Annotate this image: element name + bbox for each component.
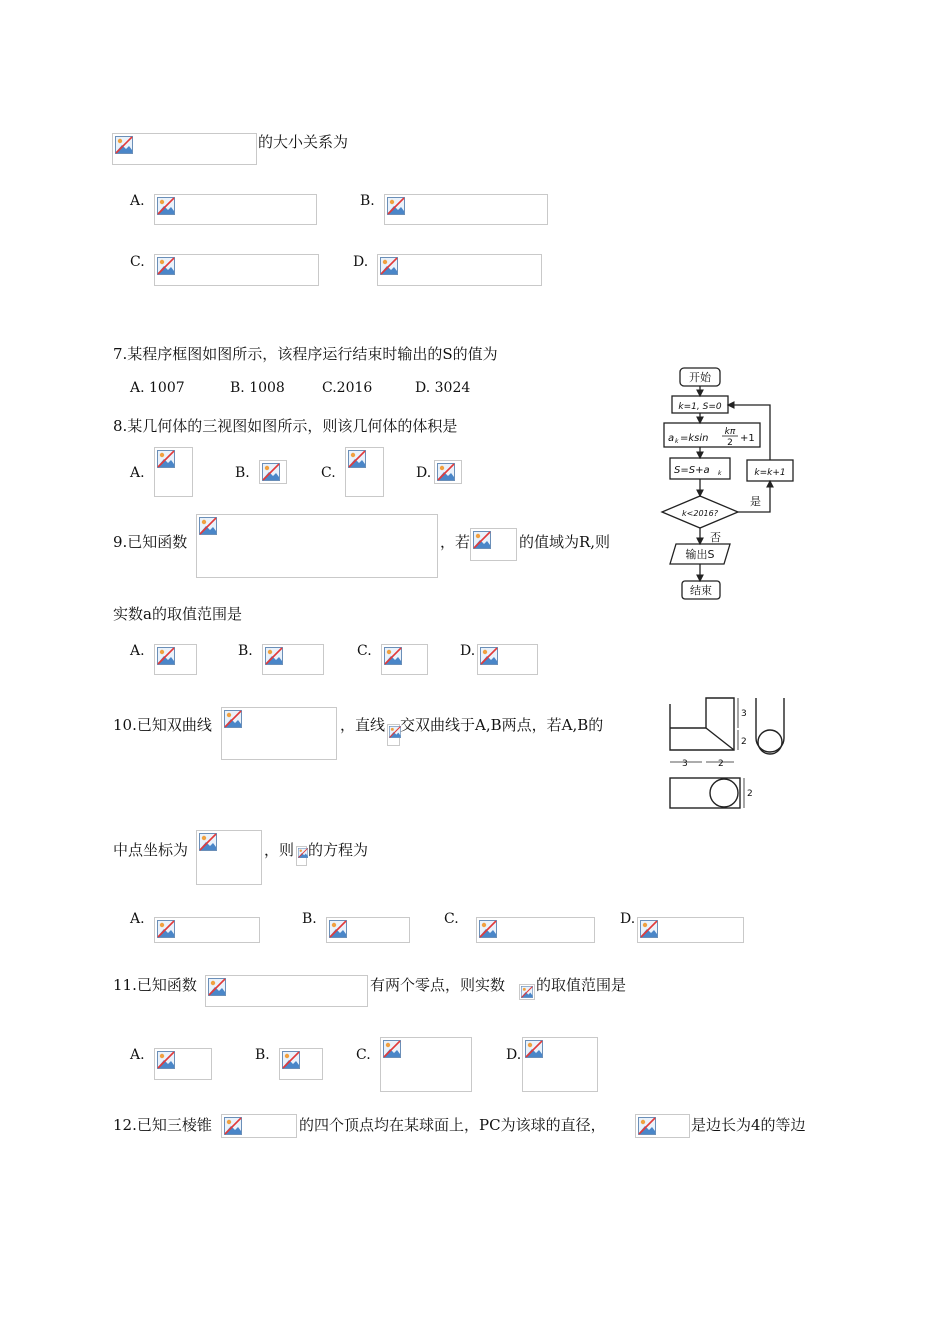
q9-option-a-image: [154, 644, 197, 675]
broken-image-icon: [199, 517, 217, 535]
q12-stem-b: 的四个顶点均在某球面上，PC为该球的直径，: [299, 1116, 606, 1134]
broken-image-icon: [473, 531, 491, 549]
broken-image-icon: [262, 463, 280, 481]
broken-image-icon: [437, 463, 455, 481]
q10-midpoint-image: [196, 830, 262, 885]
q10-stem-a: 10.已知双曲线: [113, 716, 212, 734]
q9-option-c-image: [381, 644, 428, 675]
broken-image-icon: [115, 136, 133, 154]
q10-line-image-2: [296, 846, 307, 866]
q12-stem-a: 12.已知三棱锥: [113, 1116, 212, 1134]
broken-image-icon: [157, 1051, 175, 1069]
q8-option-b-label: B.: [235, 465, 250, 481]
q9-option-c-label: C.: [357, 643, 372, 659]
q11-option-c-label: C.: [356, 1047, 371, 1063]
broken-image-icon: [157, 647, 175, 665]
q10-stem-f: 的方程为: [308, 841, 369, 859]
flow-output-text: 输出S: [685, 548, 715, 561]
flow-ak-rhs: =ksin: [680, 433, 709, 444]
broken-image-icon: [638, 1117, 656, 1135]
broken-image-icon: [640, 920, 658, 938]
q8-option-b-image: [259, 460, 287, 484]
q8-option-d-image: [434, 460, 462, 484]
q7-option-c: C.2016: [322, 380, 373, 396]
broken-image-icon: [525, 1040, 543, 1058]
q6-expression-image: [112, 133, 257, 165]
flow-ak-tail: +1: [740, 433, 755, 444]
q10-option-b-image: [326, 917, 410, 943]
q6-option-a-image: [154, 194, 317, 225]
dim-2-side: 2: [741, 737, 747, 747]
flow-sum-sub: k: [718, 470, 722, 477]
q8-option-c-label: C.: [321, 465, 336, 481]
broken-image-icon: [479, 920, 497, 938]
q11-stem-b: 有两个零点，则实数: [370, 976, 506, 994]
dim-3-top: 3: [741, 709, 747, 719]
q12-stem-c: 是边长为4的等边: [691, 1116, 806, 1134]
q7-option-d: D. 3024: [415, 380, 471, 396]
q10-line-image: [387, 724, 400, 746]
broken-image-icon: [521, 986, 533, 998]
broken-image-icon: [282, 1051, 300, 1069]
broken-image-icon: [208, 978, 226, 996]
flow-ak-frac-top: kπ: [724, 427, 736, 437]
broken-image-icon: [329, 920, 347, 938]
flow-inc-text: k=k+1: [754, 468, 786, 478]
q11-option-b-label: B.: [255, 1047, 270, 1063]
q12-pyramid-image: [221, 1114, 297, 1138]
q11-option-d-image: [522, 1037, 598, 1092]
side-view-circle: [758, 730, 782, 754]
q8-stem: 8.某几何体的三视图如图所示，则该几何体的体积是: [113, 417, 458, 435]
q10-option-d-image: [637, 917, 744, 943]
q8-option-a-label: A.: [130, 465, 145, 481]
q11-option-d-label: D.: [506, 1047, 522, 1063]
top-view-outline: [670, 778, 740, 808]
broken-image-icon: [480, 647, 498, 665]
q7-option-b: B. 1008: [230, 380, 285, 396]
q10-option-b-label: B.: [302, 911, 317, 927]
q10-option-c-image: [476, 917, 595, 943]
flow-ak-sub: k: [675, 438, 679, 445]
flow-ak-frac-bot: 2: [727, 438, 733, 448]
q11-stem-a: 11.已知函数: [113, 976, 197, 994]
q6-option-c-image: [154, 254, 319, 286]
q6-option-b-label: B.: [360, 193, 375, 209]
q9-stem-c: 的值域为R,则: [519, 533, 611, 551]
broken-image-icon: [348, 450, 366, 468]
q11-option-c-image: [380, 1037, 472, 1092]
flow-yes-label: 是: [750, 495, 761, 508]
q9-option-b-label: B.: [238, 643, 253, 659]
q10-option-c-label: C.: [444, 911, 459, 927]
q7-option-a: A. 1007: [130, 380, 185, 396]
q8-option-c-image: [345, 447, 384, 497]
broken-image-icon: [157, 197, 175, 215]
q6-option-c-label: C.: [130, 254, 145, 270]
broken-image-icon: [387, 197, 405, 215]
q10-option-a-image: [154, 917, 260, 943]
broken-image-icon: [157, 920, 175, 938]
broken-image-icon: [383, 1040, 401, 1058]
flow-ak-lhs: a: [668, 433, 675, 444]
q6-option-a-label: A.: [130, 193, 145, 209]
dim-2-bottom: 2: [718, 759, 724, 769]
flow-sum-text: S=S+a: [674, 465, 710, 476]
flow-start-text: 开始: [689, 371, 711, 384]
q9-option-b-image: [262, 644, 324, 675]
q6-option-d-label: D.: [353, 254, 369, 270]
q11-option-b-image: [279, 1048, 323, 1080]
q10-option-a-label: A.: [130, 911, 145, 927]
dim-3-bottom: 3: [682, 759, 688, 769]
q11-stem-c: 的取值范围是: [536, 976, 627, 994]
q6-option-b-image: [384, 194, 548, 225]
q11-param-image: [519, 984, 535, 1000]
q8-option-d-label: D.: [416, 465, 432, 481]
flow-init-text: k=1, S=0: [678, 402, 722, 412]
flow-end-text: 结束: [690, 584, 712, 597]
side-view-outline: [756, 698, 784, 752]
q10-option-d-label: D.: [620, 911, 636, 927]
q9-option-d-label: D.: [460, 643, 476, 659]
broken-image-icon: [224, 1117, 242, 1135]
top-view-circle: [710, 779, 738, 807]
flow-cond-text: k<2016?: [682, 509, 718, 518]
q6-option-d-image: [377, 254, 542, 286]
broken-image-icon: [224, 710, 242, 728]
dim-2-lower: 2: [747, 789, 753, 799]
broken-image-icon: [157, 450, 175, 468]
q9-condition-image: [470, 528, 517, 561]
q8-option-a-image: [154, 447, 193, 497]
q12-triangle-image: [635, 1114, 690, 1138]
q10-stem-b: ，直线: [340, 716, 386, 734]
q7-stem: 7.某程序框图如图所示，该程序运行结束时输出的S的值为: [113, 345, 498, 363]
three-view-figure: [662, 690, 822, 815]
broken-image-icon: [380, 257, 398, 275]
broken-image-icon: [157, 257, 175, 275]
q9-option-d-image: [477, 644, 538, 675]
q11-function-image: [205, 975, 368, 1007]
q9-function-image: [196, 514, 438, 578]
broken-image-icon: [199, 833, 217, 851]
q9-stem-b: ，若: [440, 533, 471, 551]
q10-hyperbola-image: [221, 707, 337, 760]
q9-stem-a: 9.已知函数: [113, 533, 188, 551]
q10-stem-d: 中点坐标为: [113, 841, 189, 859]
broken-image-icon: [265, 647, 283, 665]
q9-stem-d: 实数a的取值范围是: [113, 605, 242, 623]
q9-option-a-label: A.: [130, 643, 145, 659]
q11-option-a-label: A.: [130, 1047, 145, 1063]
q6-stem-suffix: 的大小关系为: [258, 133, 349, 151]
q10-stem-e: ，则: [264, 841, 295, 859]
q11-option-a-image: [154, 1048, 212, 1080]
flowchart-figure: [660, 360, 820, 610]
flow-no-label: 否: [710, 531, 721, 544]
q10-stem-c: 交双曲线于A,B两点，若A,B的: [400, 716, 604, 734]
broken-image-icon: [384, 647, 402, 665]
